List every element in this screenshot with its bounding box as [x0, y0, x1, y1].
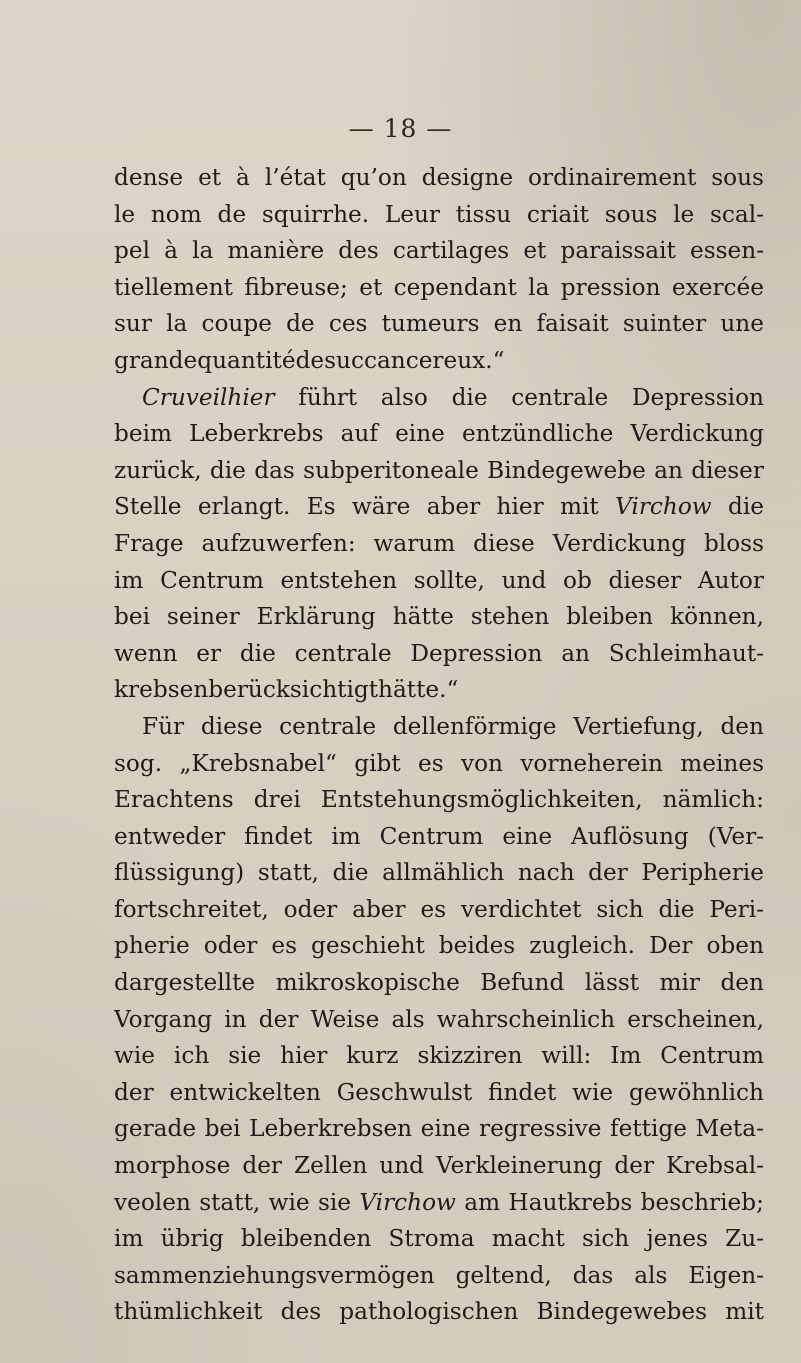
word: Im — [610, 1042, 642, 1070]
word: gerade — [114, 1115, 197, 1143]
word: Erachtens — [114, 786, 234, 814]
text-line — [114, 599, 764, 636]
word: cependant — [393, 273, 517, 301]
word: die — [658, 895, 695, 923]
word: et — [198, 164, 222, 191]
word: nämlich: — [662, 786, 764, 814]
word: sie — [228, 1042, 262, 1070]
word: beschrieb; — [640, 1188, 764, 1216]
word: vorneherein — [520, 749, 663, 777]
word: Verdickung — [630, 420, 764, 448]
word: Peripherie — [641, 859, 764, 887]
word: an — [654, 456, 683, 484]
word: Geschwulst — [336, 1078, 473, 1106]
word: geltend, — [455, 1261, 552, 1289]
word: Depression — [631, 383, 764, 411]
word: drei — [253, 786, 301, 814]
word: fettige — [610, 1115, 687, 1143]
word: pherie — [114, 932, 190, 960]
text-line — [114, 1002, 764, 1039]
word: die — [239, 639, 276, 667]
word: aber — [352, 895, 406, 923]
word: et — [359, 273, 383, 301]
word: dense — [114, 164, 184, 191]
word: tissu — [455, 200, 512, 228]
text-line — [114, 1075, 764, 1112]
word: Krebsal- — [666, 1152, 764, 1180]
word: und — [501, 566, 547, 594]
word: erlangt. — [197, 493, 291, 521]
word: an — [561, 639, 590, 667]
word: ich — [173, 1042, 210, 1070]
word: will: — [541, 1042, 592, 1070]
word: en — [493, 310, 523, 338]
word: dargestellte — [114, 969, 256, 997]
text-line — [114, 1294, 764, 1331]
word: im — [114, 566, 144, 594]
word: bleiben — [566, 603, 654, 631]
word: fibreuse; — [244, 273, 348, 301]
word: subperitoneale — [303, 456, 479, 484]
word: et — [523, 237, 547, 265]
word: Bindegewebe — [487, 456, 646, 484]
word: manière — [227, 237, 325, 265]
body-text — [114, 160, 764, 1331]
text-line — [114, 636, 764, 673]
word: zurück, — [114, 456, 202, 484]
word: wenn — [114, 639, 178, 667]
word: aber — [426, 493, 481, 521]
word: sous — [711, 164, 764, 191]
word: sich — [596, 895, 644, 923]
word: Leur — [384, 200, 440, 228]
word: sie — [317, 1188, 351, 1216]
word: sich — [582, 1225, 630, 1253]
word: wahrscheinlich — [436, 1005, 616, 1033]
text-line — [114, 306, 764, 343]
word: centrale — [294, 639, 392, 667]
word: morphose — [114, 1152, 231, 1180]
word: statt, — [199, 1188, 261, 1216]
text-line — [114, 782, 764, 819]
text-line — [114, 709, 764, 746]
text-line — [114, 1185, 764, 1222]
word: nom — [150, 200, 202, 228]
word: la — [528, 273, 550, 301]
text-line — [114, 1111, 764, 1148]
word: Auflösung — [571, 822, 689, 850]
word: es — [420, 895, 447, 923]
word: Zellen — [293, 1152, 368, 1180]
word: entstehen — [280, 566, 398, 594]
word: krebsen — [114, 676, 209, 704]
word: regressive — [478, 1115, 602, 1143]
word: scal- — [710, 200, 764, 228]
word: (Ver- — [707, 822, 764, 850]
word: sollte, — [413, 566, 485, 594]
word: hätte — [392, 603, 454, 631]
word: führt — [298, 383, 358, 411]
text-line — [114, 233, 764, 270]
text-line — [114, 563, 764, 600]
word: Meta- — [695, 1115, 764, 1143]
word: grande — [114, 346, 198, 374]
text-line — [114, 343, 764, 380]
word: verdichtet — [461, 895, 582, 923]
word: Verkleinerung — [435, 1152, 603, 1180]
author-name: Cruveilhier — [142, 383, 275, 411]
word: allmählich — [382, 859, 505, 887]
word: zugleich. — [529, 932, 636, 960]
word: oben — [706, 932, 764, 960]
text-line — [114, 1258, 764, 1295]
word: und — [379, 1152, 424, 1180]
word: entwickelten — [169, 1078, 321, 1106]
word: beim — [114, 420, 172, 448]
word: la — [192, 237, 214, 265]
word: wie — [268, 1188, 310, 1216]
word: Autor — [697, 566, 764, 594]
word: criait — [526, 200, 589, 228]
word: der — [588, 859, 628, 887]
word: eine — [502, 822, 553, 850]
word: mit — [560, 493, 599, 521]
word: une — [720, 310, 764, 338]
word: bei — [114, 603, 150, 631]
word: oder — [283, 895, 338, 923]
word: bloss — [703, 529, 764, 557]
word: le — [114, 200, 136, 228]
word: die — [209, 456, 246, 484]
word: Depression — [410, 639, 543, 667]
page-number: — 18 — — [348, 114, 453, 143]
word: mikroskopische — [275, 969, 460, 997]
word: er — [196, 639, 222, 667]
word: Verdickung — [552, 529, 687, 557]
word: Entstehungsmöglichkeiten, — [320, 786, 643, 814]
word: gibt — [354, 749, 401, 777]
word: „Krebsnabel“ — [179, 749, 337, 777]
word: centrale — [511, 383, 609, 411]
text-line — [114, 892, 764, 929]
word: eine — [420, 1115, 471, 1143]
word: der — [614, 1152, 655, 1180]
word: Stelle — [114, 493, 182, 521]
word: seiner — [166, 603, 240, 631]
word: Leberkrebs — [189, 420, 324, 448]
word: Weise — [310, 1005, 380, 1033]
word: Schleimhaut- — [608, 639, 764, 667]
word: entweder — [114, 822, 226, 850]
word: paraissait — [560, 237, 676, 265]
word: beides — [438, 932, 516, 960]
word: Es — [306, 493, 336, 521]
word: lässt — [584, 969, 640, 997]
text-line — [114, 489, 764, 526]
word: Der — [649, 932, 693, 960]
word: diese — [473, 529, 535, 557]
word: de — [286, 310, 315, 338]
word: aufzuwerfen: — [201, 529, 356, 557]
word: Peri- — [709, 895, 764, 923]
text-line — [114, 160, 764, 197]
word: ces — [328, 310, 368, 338]
word: de — [217, 200, 247, 228]
word: Eigen- — [688, 1261, 764, 1289]
word: es — [271, 932, 297, 960]
word: also — [380, 383, 428, 411]
word: Frage — [114, 529, 184, 557]
word: wie — [572, 1078, 614, 1106]
word: squirrhe. — [261, 200, 370, 228]
word: bleibenden — [240, 1225, 372, 1253]
word: dellenförmige — [392, 712, 557, 740]
text-line — [114, 380, 764, 417]
word: Zu- — [725, 1225, 764, 1253]
word: übrig — [160, 1225, 224, 1253]
word: kurz — [346, 1042, 399, 1070]
word: der — [114, 1078, 154, 1106]
word: dieser — [691, 456, 764, 484]
word: Centrum — [660, 1042, 764, 1070]
word: in — [224, 1005, 247, 1033]
word: als — [391, 1005, 425, 1033]
word: der — [242, 1152, 283, 1180]
word: hier — [280, 1042, 328, 1070]
word: suinter — [622, 310, 707, 338]
word: bei — [204, 1115, 241, 1143]
word: sur — [114, 310, 152, 338]
text-line — [114, 965, 764, 1002]
word: entzündliche — [461, 420, 614, 448]
word: pression — [560, 273, 661, 301]
word: Centrum — [160, 566, 264, 594]
word: quantité — [197, 346, 296, 374]
word: hier — [496, 493, 544, 521]
word: nach — [517, 859, 575, 887]
word: des — [280, 1298, 322, 1326]
word: cancereux.“ — [363, 346, 505, 374]
word: der — [258, 1005, 299, 1033]
word: jenes — [646, 1225, 708, 1253]
word: Leberkrebsen — [249, 1115, 413, 1143]
word: stehen — [470, 603, 550, 631]
word: l’état — [264, 164, 326, 191]
word: faisait — [536, 310, 609, 338]
word: tiellement — [114, 273, 233, 301]
text-line — [114, 855, 764, 892]
word: mir — [659, 969, 701, 997]
word: des — [338, 237, 379, 265]
word: ordinairement — [528, 164, 697, 191]
word: den — [720, 712, 764, 740]
text-line — [114, 1148, 764, 1185]
word: coupe — [201, 310, 272, 338]
text-line — [114, 746, 764, 783]
word: es — [418, 749, 444, 777]
text-line — [114, 928, 764, 965]
word: Erklärung — [256, 603, 376, 631]
word: am — [464, 1188, 501, 1216]
text-line — [114, 819, 764, 856]
word: Hautkrebs — [508, 1188, 633, 1216]
word: veolen — [114, 1188, 191, 1216]
word: findet — [244, 822, 313, 850]
word: das — [254, 456, 295, 484]
word: flüssigung) — [114, 859, 245, 887]
word: essen- — [689, 237, 764, 265]
word: tumeurs — [381, 310, 480, 338]
word: Centrum — [379, 822, 484, 850]
text-line — [114, 672, 764, 709]
word: Vorgang — [114, 1005, 213, 1033]
text-line — [114, 270, 764, 307]
text-line — [114, 453, 764, 490]
word: le — [673, 200, 695, 228]
word: diese — [200, 712, 263, 740]
author-name: Virchow — [359, 1188, 456, 1216]
word: im — [114, 1225, 144, 1253]
word: die — [728, 493, 764, 521]
word: la — [166, 310, 188, 338]
word: die — [332, 859, 369, 887]
word: wäre — [351, 493, 411, 521]
word: qu’on — [340, 164, 407, 191]
word: sog. — [114, 749, 163, 777]
word: de — [295, 346, 325, 374]
text-line — [114, 197, 764, 234]
word: als — [634, 1261, 668, 1289]
word: gewöhnlich — [628, 1078, 764, 1106]
word: skizziren — [417, 1042, 523, 1070]
word: auf — [340, 420, 378, 448]
word: exercée — [671, 273, 764, 301]
word: Für — [142, 712, 185, 740]
word: designe — [421, 164, 514, 191]
word: findet — [488, 1078, 557, 1106]
word: fortschreitet, — [114, 895, 269, 923]
word: statt, — [257, 859, 319, 887]
word: sammenziehungsvermögen — [114, 1261, 435, 1289]
word: Befund — [480, 969, 565, 997]
text-line — [114, 1038, 764, 1075]
word: die — [451, 383, 488, 411]
word: pel — [114, 237, 150, 265]
author-name: Virchow — [615, 493, 712, 521]
word: suc — [324, 346, 364, 374]
text-line — [114, 416, 764, 453]
word: macht — [491, 1225, 565, 1253]
word: berücksichtigt — [208, 676, 379, 704]
word: meines — [680, 749, 764, 777]
word: im — [331, 822, 361, 850]
text-line — [114, 526, 764, 563]
word: wie — [114, 1042, 155, 1070]
word: geschieht — [310, 932, 425, 960]
word: eine — [395, 420, 445, 448]
word: à — [164, 237, 178, 265]
word: centrale — [279, 712, 377, 740]
word: können, — [670, 603, 764, 631]
word: Stroma — [388, 1225, 475, 1253]
word: von — [460, 749, 503, 777]
word: à — [236, 164, 250, 191]
text-line — [114, 1221, 764, 1258]
word: oder — [203, 932, 258, 960]
word: hätte.“ — [378, 676, 459, 704]
word: Vertiefung, — [573, 712, 704, 740]
word: warum — [373, 529, 456, 557]
word: ob — [563, 566, 592, 594]
word: erscheinen, — [627, 1005, 764, 1033]
word: mit — [725, 1298, 764, 1326]
word: sous — [604, 200, 658, 228]
word: den — [720, 969, 764, 997]
word: dieser — [608, 566, 682, 594]
word: pathologischen — [339, 1298, 519, 1326]
word: cartilages — [392, 237, 510, 265]
word: Bindegewebes — [536, 1298, 708, 1326]
word: thümlichkeit — [114, 1298, 263, 1326]
word: das — [572, 1261, 614, 1289]
